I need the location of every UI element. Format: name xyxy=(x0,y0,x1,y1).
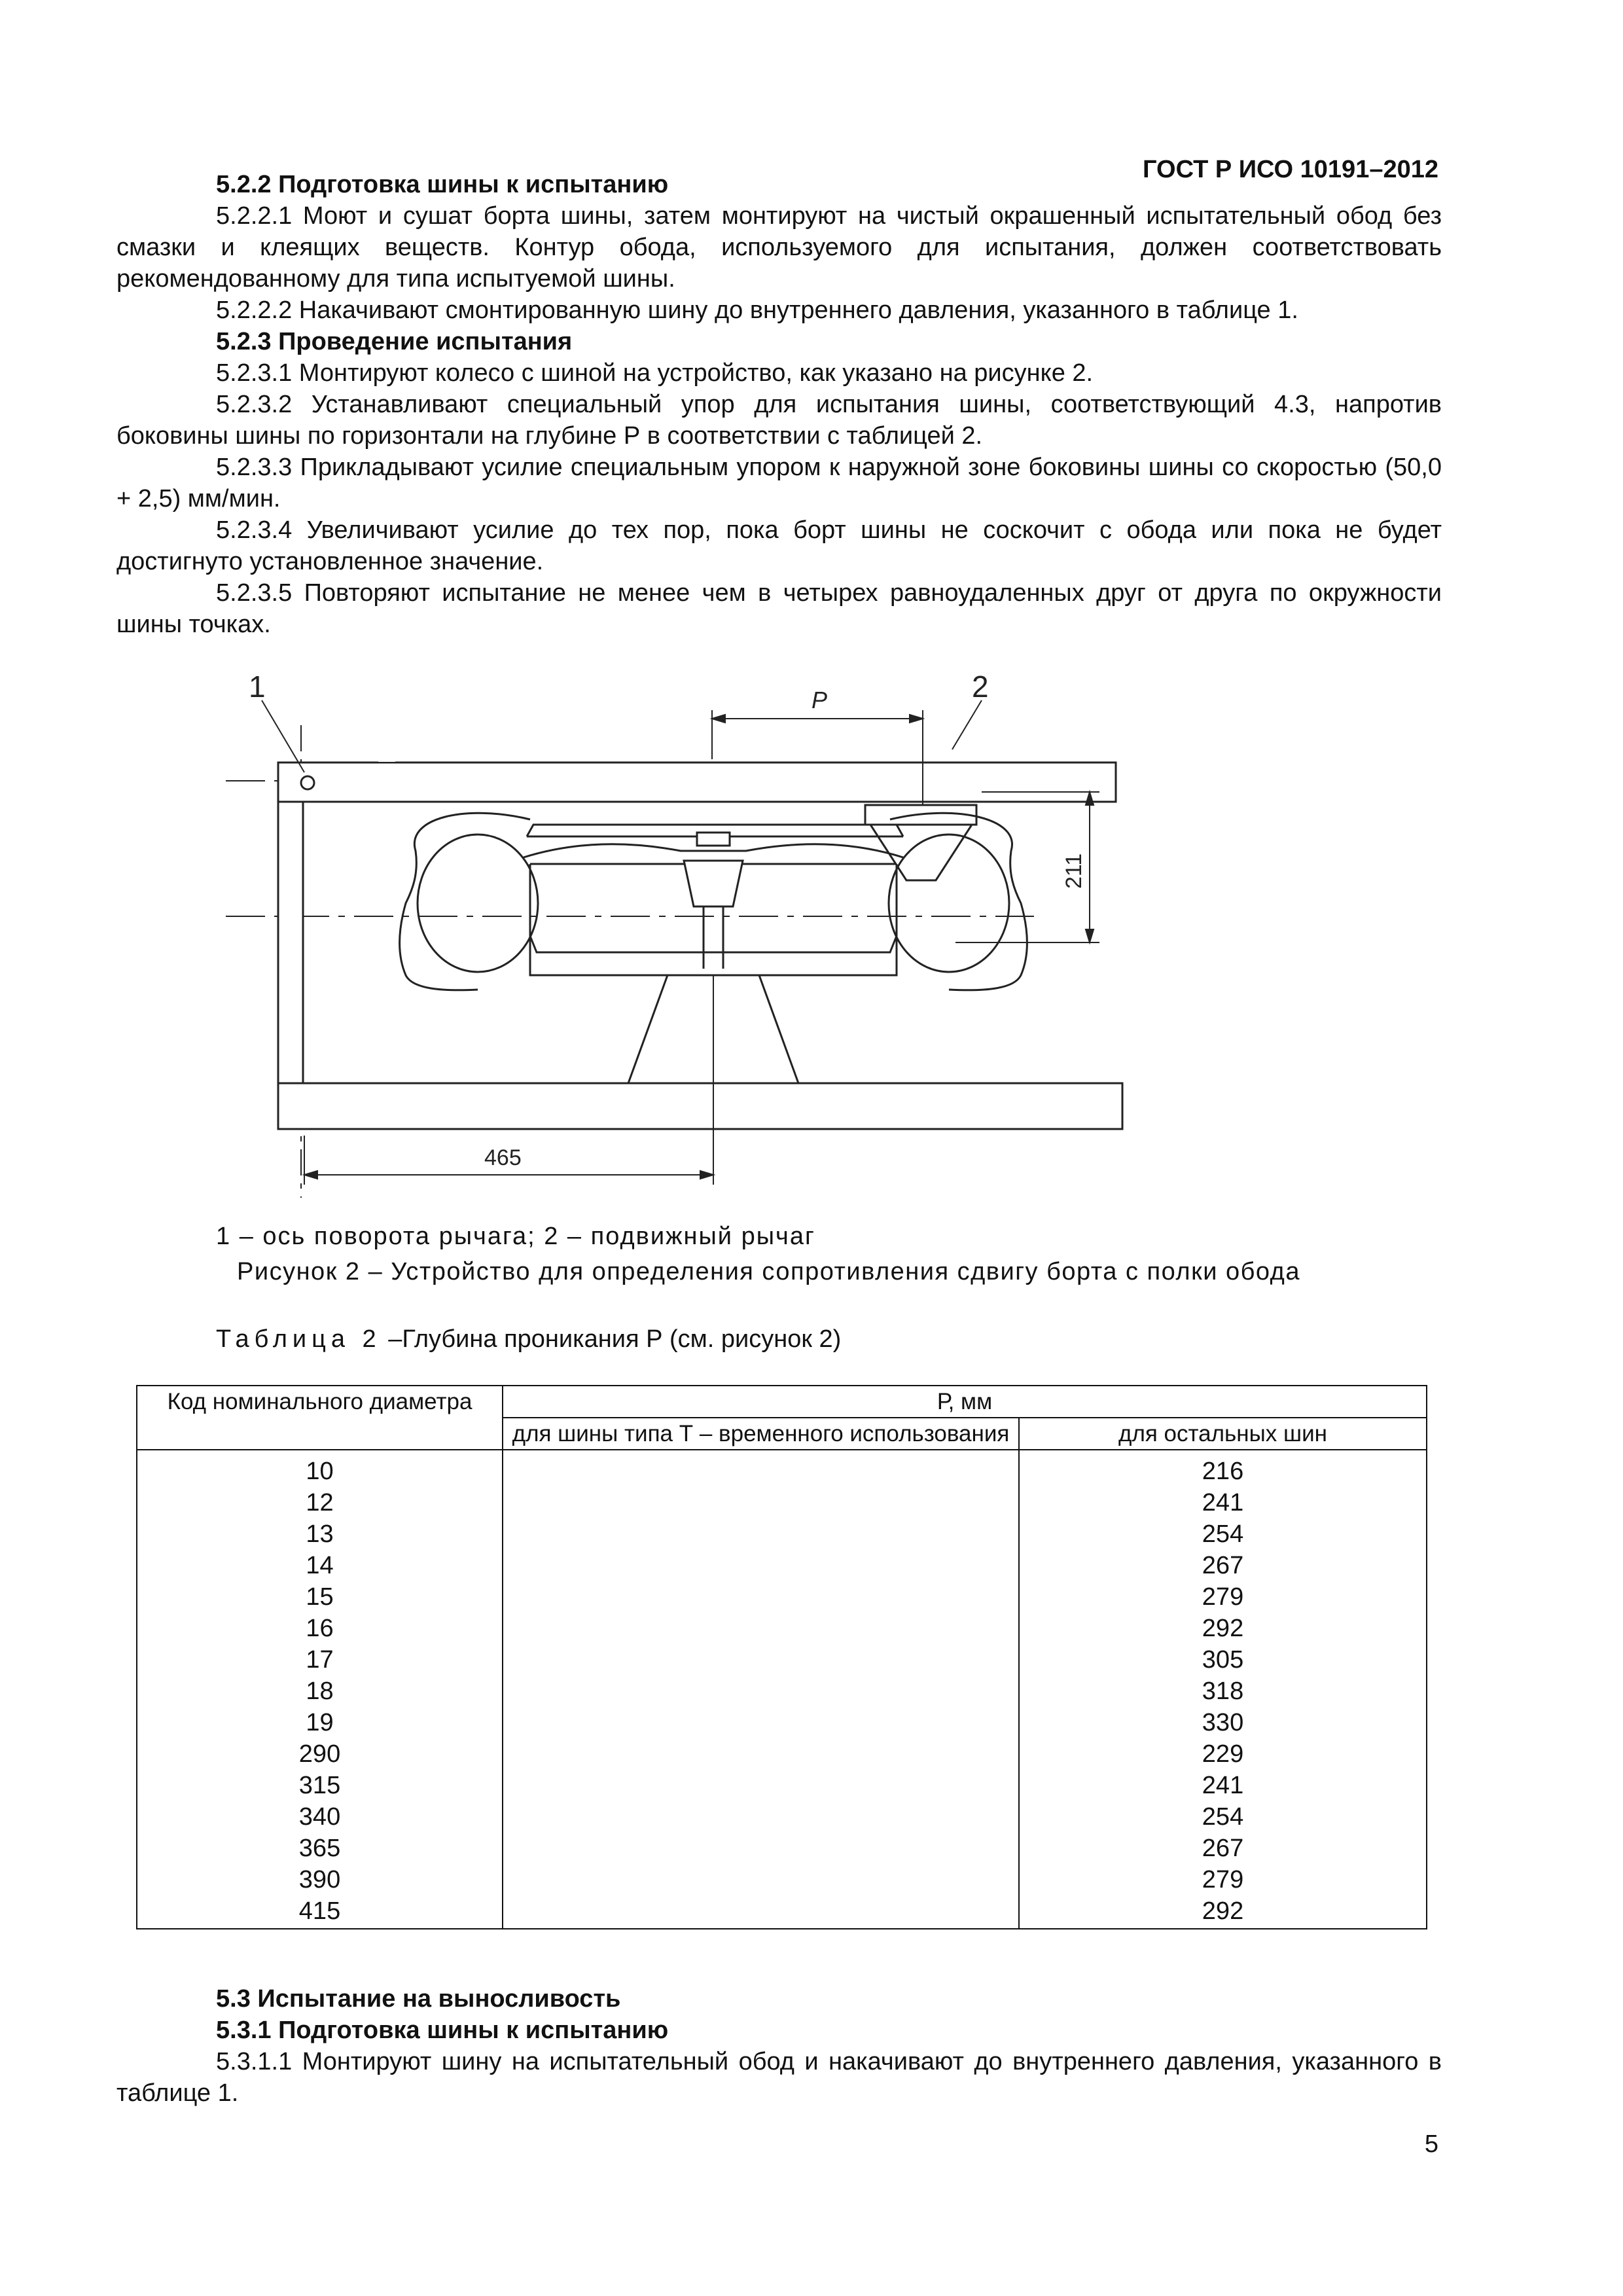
table-row xyxy=(137,1801,1427,1833)
table-row xyxy=(137,1738,1427,1770)
table-cell-type-t xyxy=(503,1833,1019,1864)
heading-5-2-2: 5.2.2 Подготовка шины к испытанию xyxy=(216,171,669,198)
paragraph-5-2-3-5: 5.2.3.5 Повторяют испытание не менее чем в четырех равноудаленных друг от друга по окружности шины точках. xyxy=(116,579,1442,638)
table-cell-other: 292 xyxy=(1019,1613,1427,1644)
table-cell-code: 12 xyxy=(137,1487,503,1518)
paragraph-5-2-3-1: 5.2.3.1 Монтируют колесо с шиной на устройство, как указано на рисунке 2. xyxy=(216,359,1094,387)
table-cell-other: 254 xyxy=(1019,1518,1427,1550)
table-cell-type-t xyxy=(503,1644,1019,1676)
table-cell-type-t xyxy=(503,1581,1019,1613)
table-cell-type-t xyxy=(503,1707,1019,1738)
table-row xyxy=(137,1895,1427,1929)
dimension-p-label: P xyxy=(812,687,828,713)
header-diameter-code: Код номинального диаметра xyxy=(137,1386,503,1450)
table-cell-code: 315 xyxy=(137,1770,503,1801)
penetration-depth-table xyxy=(136,1385,1427,1929)
section-5-2-2-text xyxy=(116,169,1442,640)
table-cell-other: 241 xyxy=(1019,1770,1427,1801)
table-cell-type-t xyxy=(503,1801,1019,1833)
table-cell-other: 305 xyxy=(1019,1644,1427,1676)
page-number: 5 xyxy=(1424,2130,1438,2158)
table-row xyxy=(137,1864,1427,1895)
heading-5-3-1: 5.3.1 Подготовка шины к испытанию xyxy=(216,2017,669,2044)
table-cell-code: 18 xyxy=(137,1676,503,1707)
table-cell-other: 267 xyxy=(1019,1833,1427,1864)
table-cell-type-t xyxy=(503,1738,1019,1770)
table-caption-text: –Глубина проникания Р (см. рисунок 2) xyxy=(381,1325,842,1353)
table-cell-type-t xyxy=(503,1613,1019,1644)
table-cell-code: 15 xyxy=(137,1581,503,1613)
heading-5-2-3: 5.2.3 Проведение испытания xyxy=(216,328,573,355)
table-cell-type-t xyxy=(503,1487,1019,1518)
table-cell-other: 216 xyxy=(1019,1450,1427,1487)
header-type-t-tires: для шины типа Т – временного использования xyxy=(503,1418,1019,1450)
table-cell-code: 13 xyxy=(137,1518,503,1550)
table-cell-code: 390 xyxy=(137,1864,503,1895)
callout-2-label: 2 xyxy=(972,670,989,704)
paragraph-5-2-2-2: 5.2.2.2 Накачивают смонтированную шину до внутреннего давления, указанного в таблице 1. xyxy=(216,296,1298,324)
table-cell-type-t xyxy=(503,1550,1019,1581)
table-cell-other: 279 xyxy=(1019,1864,1427,1895)
figure-caption: Рисунок 2 – Устройство для определения сопротивления сдвигу борта с полки обода xyxy=(237,1258,1300,1285)
table-cell-type-t xyxy=(503,1864,1019,1895)
table-row xyxy=(137,1707,1427,1738)
table-cell-type-t xyxy=(503,1676,1019,1707)
table-row xyxy=(137,1487,1427,1518)
table-cell-type-t xyxy=(503,1770,1019,1801)
table-row xyxy=(137,1676,1427,1707)
table-cell-type-t xyxy=(503,1895,1019,1929)
paragraph-5-2-3-3: 5.2.3.3 Прикладывают усилие специальным упором к наружной зоне боковины шины со скоростью (50,0 + 2,5) мм/мин. xyxy=(116,454,1442,512)
table-caption xyxy=(216,1325,841,1354)
paragraph-5-3-1-1: 5.3.1.1 Монтируют шину на испытательный обод и накачивают до внутреннего давления, указанного в таблице 1. xyxy=(116,2048,1442,2107)
table-cell-other: 241 xyxy=(1019,1487,1427,1518)
header-p-mm: Р, мм xyxy=(503,1386,1427,1418)
callout-1-label: 1 xyxy=(249,670,266,704)
table-cell-other: 229 xyxy=(1019,1738,1427,1770)
table-cell-other: 330 xyxy=(1019,1707,1427,1738)
table-cell-code: 340 xyxy=(137,1801,503,1833)
table-cell-code: 365 xyxy=(137,1833,503,1864)
paragraph-5-2-2-1: 5.2.2.1 Моют и сушат борта шины, затем монтируют на чистый окрашенный испытательный обод без смазки и клеящих веществ. Контур обода, используемого для испытания, должен соответствовать рекомендованному для типа испытуемой шины. xyxy=(116,202,1442,293)
table-row xyxy=(137,1644,1427,1676)
table-cell-code: 415 xyxy=(137,1895,503,1929)
figure-legend: 1 – ось поворота рычага; 2 – подвижный рычаг xyxy=(216,1223,815,1250)
table-cell-type-t xyxy=(503,1450,1019,1487)
table-row xyxy=(137,1550,1427,1581)
table-cell-type-t xyxy=(503,1518,1019,1550)
table-row xyxy=(137,1770,1427,1801)
section-5-3-text xyxy=(116,1983,1442,2109)
table-cell-code: 16 xyxy=(137,1613,503,1644)
table-cell-code: 10 xyxy=(137,1450,503,1487)
paragraph-5-2-3-2: 5.2.3.2 Устанавливают специальный упор для испытания шины, соответствующий 4.3, напротив боковины шины по горизонтали на глубине Р в соответствии с таблицей 2. xyxy=(116,391,1442,450)
table-row xyxy=(137,1833,1427,1864)
table-cell-code: 19 xyxy=(137,1707,503,1738)
table-row xyxy=(137,1581,1427,1613)
table-cell-other: 254 xyxy=(1019,1801,1427,1833)
bead-unseating-device-svg xyxy=(170,661,1243,1211)
table-row xyxy=(137,1518,1427,1550)
standard-code-header: ГОСТ Р ИСО 10191–2012 xyxy=(1142,156,1438,183)
dimension-211-label: 211 xyxy=(1061,853,1086,889)
table-cell-code: 290 xyxy=(137,1738,503,1770)
table-cell-code: 17 xyxy=(137,1644,503,1676)
table-caption-prefix: Таблица 2 xyxy=(216,1325,382,1353)
table-cell-other: 292 xyxy=(1019,1895,1427,1929)
table-cell-other: 267 xyxy=(1019,1550,1427,1581)
table-row xyxy=(137,1613,1427,1644)
table-row xyxy=(137,1450,1427,1487)
table-cell-other: 318 xyxy=(1019,1676,1427,1707)
dimension-465-label: 465 xyxy=(484,1145,522,1170)
paragraph-5-2-3-4: 5.2.3.4 Увеличивают усилие до тех пор, пока борт шины не соскочит с обода или пока не будет достигнуто установленное значение. xyxy=(116,516,1442,575)
header-other-tires: для остальных шин xyxy=(1019,1418,1427,1450)
table-cell-other: 279 xyxy=(1019,1581,1427,1613)
heading-5-3: 5.3 Испытание на выносливость xyxy=(216,1985,621,2013)
table-cell-code: 14 xyxy=(137,1550,503,1581)
figure-2-drawing xyxy=(170,661,1243,1211)
